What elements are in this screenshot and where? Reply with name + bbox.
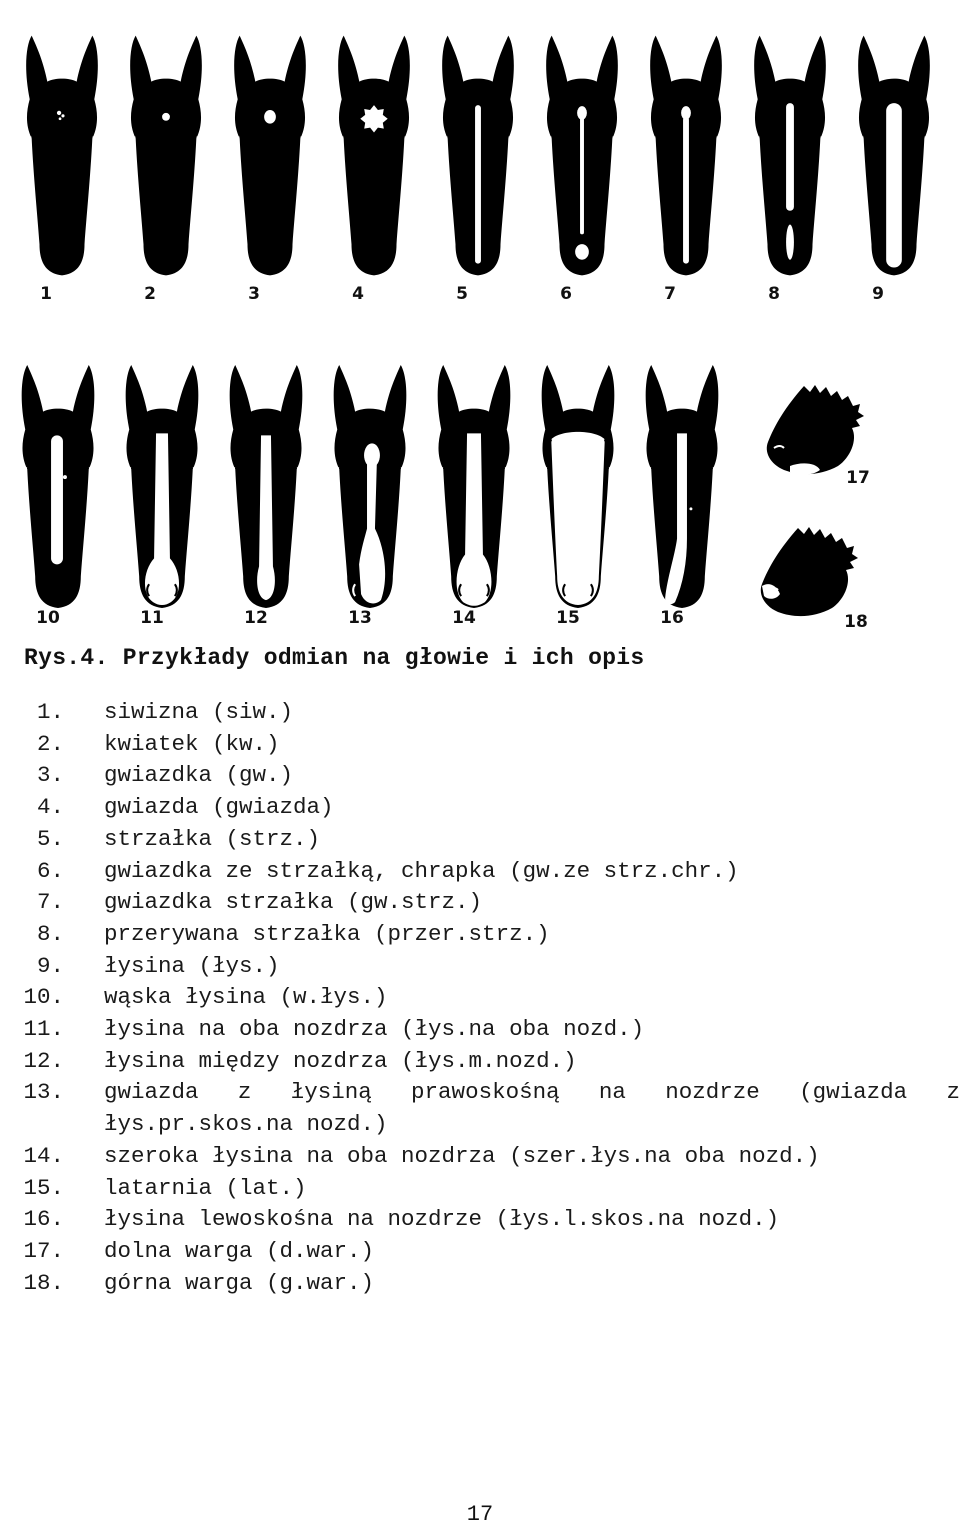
marking-item xyxy=(14,856,960,888)
horse-head-gwiazdka xyxy=(224,30,316,280)
marking-item-number: 14. xyxy=(23,1142,64,1169)
marking-item-text: strzałka (strz.) xyxy=(104,825,321,852)
marking-item-number: 16. xyxy=(23,1206,64,1233)
horse-head-lysina-lewoskosna xyxy=(634,360,730,612)
figure-label-13: 13 xyxy=(348,608,372,628)
marking-item-text: gwiazdka strzałka (gw.strz.) xyxy=(104,889,483,916)
marking-item xyxy=(14,760,960,792)
marking-item xyxy=(14,792,960,824)
marking-item-text: łysina między nozdrza (łys.m.nozd.) xyxy=(104,1047,577,1074)
horse-head-lysina xyxy=(848,30,940,280)
marking-item xyxy=(14,1077,960,1140)
figure-label-18: 18 xyxy=(844,612,868,632)
figure-label-10: 10 xyxy=(36,608,60,628)
marking-item-number: 1. xyxy=(36,699,64,725)
marking-item-text: łysina (łys.) xyxy=(104,952,280,979)
figure-caption: Rys.4. Przykłady odmian na głowie i ich opis xyxy=(24,645,645,671)
marking-item-number: 6. xyxy=(36,857,64,884)
horse-head-latarnia xyxy=(530,360,626,612)
marking-item xyxy=(14,1173,960,1205)
marking-item xyxy=(14,1204,960,1236)
horse-head-szeroka-lysina xyxy=(426,360,522,612)
page-number: 17 xyxy=(466,1502,494,1527)
marking-item-number: 2. xyxy=(36,730,64,757)
figure-label-4: 4 xyxy=(352,284,364,304)
marking-item-number: 11. xyxy=(23,1016,64,1043)
horse-head-gwiazdka-strzalka-chrapka xyxy=(536,30,628,280)
marking-item xyxy=(14,1236,960,1268)
marking-item-number: 4. xyxy=(36,794,64,821)
marking-item-text: gwiazdka (gw.) xyxy=(104,762,294,789)
marking-item xyxy=(14,919,960,951)
marking-item-number: 10. xyxy=(23,984,64,1011)
figure-label-7: 7 xyxy=(664,284,676,304)
marking-item-text: dolna warga (d.war.) xyxy=(104,1237,375,1264)
figure-label-11: 11 xyxy=(140,608,164,628)
marking-item-text: łysina lewoskośna na nozdrze (łys.l.skos.na nozd.) xyxy=(104,1206,780,1233)
marking-item xyxy=(14,1268,960,1300)
marking-item xyxy=(14,982,960,1014)
marking-item-text: szeroka łysina na oba nozdrza (szer.łys.na oba nozd.) xyxy=(104,1142,820,1169)
marking-item-text: kwiatek (kw.) xyxy=(104,730,280,757)
marking-item xyxy=(14,951,960,983)
figure-label-9: 9 xyxy=(872,284,884,304)
marking-item-text: wąska łysina (w.łys.) xyxy=(104,984,388,1011)
marking-item-number: 13. xyxy=(23,1079,64,1106)
horse-head-strzalka xyxy=(432,30,524,280)
horse-head-gwiazdka-strzalka xyxy=(640,30,732,280)
marking-item xyxy=(14,1141,960,1173)
horse-head-przerywana-strzalka xyxy=(744,30,836,280)
marking-item-number: 7. xyxy=(36,889,64,916)
marking-item-text: gwiazda (gwiazda) xyxy=(104,794,334,821)
marking-item-number: 15. xyxy=(23,1174,64,1201)
marking-item-number: 17. xyxy=(23,1237,64,1264)
marking-item-text: gwiazda z łysiną prawoskośną na nozdrze (gwiazda z łys.pr.skos.na nozd.) xyxy=(104,1079,960,1138)
marking-item-number: 3. xyxy=(36,762,64,789)
horse-head-lysina-miedzy-nozdrza xyxy=(218,360,314,612)
marking-item-text: siwizna (siw.) xyxy=(104,699,294,725)
marking-item-text: latarnia (lat.) xyxy=(104,1174,307,1201)
figure-label-12: 12 xyxy=(244,608,268,628)
figure-label-5: 5 xyxy=(456,284,468,304)
marking-item xyxy=(14,697,960,729)
figure-label-8: 8 xyxy=(768,284,780,304)
horse-head-waska-lysina xyxy=(10,360,106,612)
marking-item-text: łysina na oba nozdrza (łys.na oba nozd.) xyxy=(104,1016,645,1043)
marking-item xyxy=(14,1014,960,1046)
marking-item-number: 9. xyxy=(36,952,64,979)
figure-label-2: 2 xyxy=(144,284,156,304)
marking-item-number: 18. xyxy=(23,1269,64,1296)
marking-item-text: gwiazdka ze strzałką, chrapka (gw.ze strz.chr.) xyxy=(104,857,739,884)
marking-item xyxy=(14,887,960,919)
markings-list xyxy=(14,697,960,1299)
figure-label-6: 6 xyxy=(560,284,572,304)
figure-label-14: 14 xyxy=(452,608,476,628)
horse-head-gwiazda xyxy=(328,30,420,280)
marking-item-number: 8. xyxy=(36,920,64,947)
horse-head-gwiazda-lysina-prawoskosna xyxy=(322,360,418,612)
figure-label-3: 3 xyxy=(248,284,260,304)
marking-item xyxy=(14,729,960,761)
figure-label-1: 1 xyxy=(40,284,52,304)
marking-item xyxy=(14,824,960,856)
horse-head-lysina-na-oba-nozdrza xyxy=(114,360,210,612)
horse-head-kwiatek xyxy=(120,30,212,280)
figure-label-17: 17 xyxy=(846,468,870,488)
figure-label-16: 16 xyxy=(660,608,684,628)
marking-item-text: górna warga (g.war.) xyxy=(104,1269,375,1296)
marking-item xyxy=(14,1046,960,1078)
marking-item-number: 5. xyxy=(36,825,64,852)
marking-item-number: 12. xyxy=(23,1047,64,1074)
figure-label-15: 15 xyxy=(556,608,580,628)
horse-head-siwizna xyxy=(16,30,108,280)
marking-item-text: przerywana strzałka (przer.strz.) xyxy=(104,920,550,947)
